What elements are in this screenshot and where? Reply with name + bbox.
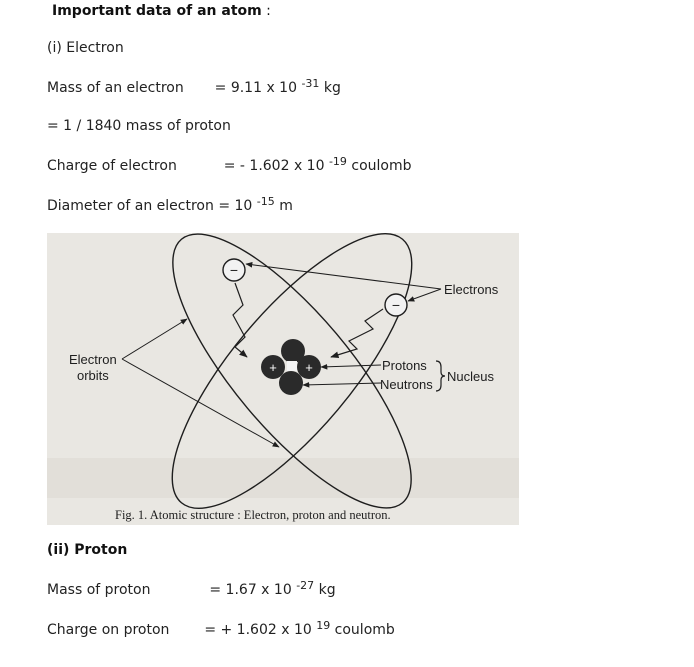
label-electron-orbits-line2: orbits — [77, 368, 109, 383]
neutron-bottom — [279, 371, 303, 395]
atomic-structure-figure — [47, 233, 519, 525]
electron-charge-row — [47, 155, 412, 174]
attraction-arrow-right — [331, 309, 383, 357]
nucleus — [261, 339, 321, 395]
proton-right-symbol: + — [305, 360, 313, 375]
proton-mass-exponent: -27 — [296, 579, 315, 592]
proton-mass-label: Mass of proton — [47, 582, 151, 598]
proton-charge-unit: coulomb — [334, 622, 395, 638]
figure-caption: Fig. 1. Atomic structure : Electron, proton and neutron. — [115, 508, 391, 522]
scan-shadow — [47, 458, 519, 498]
electron-diameter-label: Diameter of an electron — [47, 198, 214, 214]
proton-charge-row — [47, 619, 395, 638]
label-nucleus: Nucleus — [447, 369, 494, 384]
electron-top-symbol: − — [229, 262, 239, 278]
orbits-pointer-lower — [122, 359, 279, 447]
heading-title: Important data of an atom — [52, 3, 262, 19]
electron-mass-unit: kg — [323, 80, 341, 96]
electron-charge-unit: coulomb — [351, 158, 412, 174]
electron-right — [385, 294, 407, 316]
heading-colon: : — [261, 3, 271, 19]
electron-mass-exponent: -31 — [301, 77, 320, 90]
proton-mass-value: = 1.67 x 10 — [209, 582, 292, 598]
electron-diameter-row — [47, 195, 293, 214]
electron-section-label: (i) Electron — [47, 40, 124, 56]
label-electrons: Electrons — [444, 282, 499, 297]
label-protons: Protons — [382, 358, 427, 373]
electron-diameter-unit: m — [279, 198, 293, 214]
electron-mass-row — [47, 77, 341, 96]
electron-charge-value: = - 1.602 x 10 — [223, 158, 325, 174]
electron-charge-label: Charge of electron — [47, 158, 177, 174]
neutrons-pointer — [303, 383, 381, 385]
nucleus-brace — [436, 361, 445, 391]
electrons-pointer-right — [408, 289, 441, 301]
proton-mass-row — [47, 579, 336, 598]
nucleus-center — [287, 361, 297, 371]
electron-diameter-exponent: -15 — [256, 195, 275, 208]
electron-mass-value: = 9.11 x 10 — [214, 80, 297, 96]
label-electron-orbits-line1: Electron — [69, 352, 117, 367]
electron-ratio-text: = 1 / 1840 mass of proton — [47, 118, 231, 134]
electron-diameter-value: = 10 — [218, 198, 253, 214]
proton-mass-unit: kg — [318, 582, 336, 598]
page-heading — [52, 3, 271, 19]
atomic-structure-diagram — [47, 233, 519, 525]
proton-charge-label: Charge on proton — [47, 622, 170, 638]
proton-charge-exponent: 19 — [316, 619, 331, 632]
electron-charge-exponent: -19 — [328, 155, 347, 168]
proton-left-symbol: + — [269, 360, 277, 375]
electron-right-symbol: − — [391, 297, 401, 313]
label-neutrons: Neutrons — [380, 377, 433, 392]
electron-mass-label: Mass of an electron — [47, 80, 184, 96]
proton-section-label: (ii) Proton — [47, 542, 128, 558]
proton-charge-value: = + 1.602 x 10 — [204, 622, 312, 638]
orbits-pointer-upper — [122, 319, 187, 359]
electron-top — [223, 259, 245, 281]
protons-pointer — [321, 365, 381, 367]
